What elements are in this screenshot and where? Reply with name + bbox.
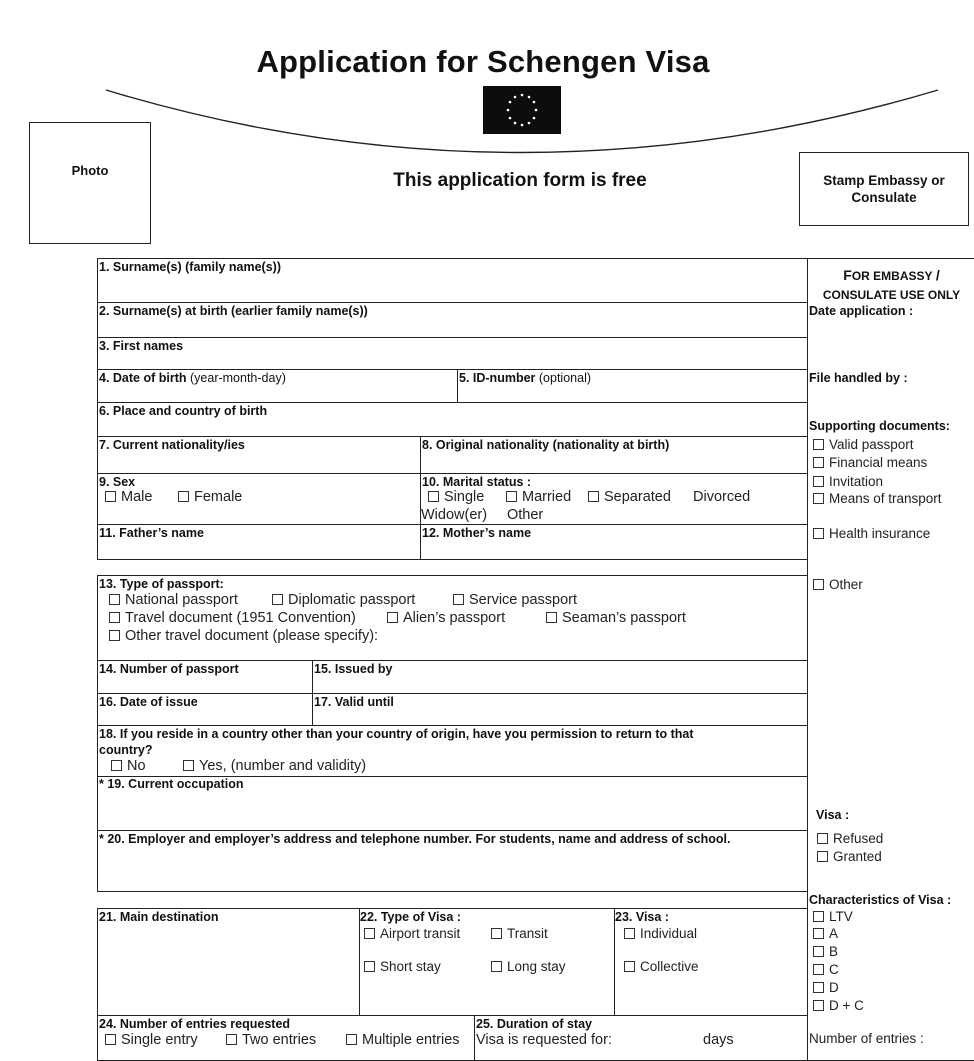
form-title: Application for Schengen Visa <box>256 44 710 79</box>
field-15-label: 15. Issued by <box>314 662 393 676</box>
char-d-checkbox[interactable]: D <box>813 980 839 995</box>
marital-married-checkbox[interactable]: Married <box>506 489 571 505</box>
char-c-checkbox[interactable]: C <box>813 962 839 977</box>
form-subtitle: This application form is free <box>393 170 647 191</box>
field-19-label: * 19. Current occupation <box>99 777 244 791</box>
permission-yes-checkbox[interactable]: Yes, (number and validity) <box>183 758 366 774</box>
duration-unit: days <box>703 1032 734 1048</box>
passport-national-checkbox[interactable]: National passport <box>109 592 238 608</box>
doc-invitation-checkbox[interactable]: Invitation <box>813 474 883 489</box>
sex-female-checkbox[interactable]: Female <box>178 489 242 505</box>
field-13-label: 13. Type of passport: <box>99 577 224 591</box>
field-6-label: 6. Place and country of birth <box>99 404 268 418</box>
visa-long-stay-checkbox[interactable]: Long stay <box>491 959 566 974</box>
characteristics-label: Characteristics of Visa : <box>809 893 952 907</box>
marital-widower-option[interactable]: Widow(er) <box>421 507 488 523</box>
doc-health-insurance-checkbox[interactable]: Health insurance <box>813 526 930 541</box>
field-14-label: 14. Number of passport <box>99 662 239 676</box>
char-dc-checkbox[interactable]: D + C <box>813 998 864 1013</box>
field-25-label: 25. Duration of stay <box>476 1017 592 1031</box>
char-a-checkbox[interactable]: A <box>813 926 838 941</box>
permission-no-checkbox[interactable]: No <box>111 758 146 774</box>
number-entries-label: Number of entries : <box>809 1031 924 1046</box>
field-10-label: 10. Marital status : <box>422 475 532 489</box>
photo-box <box>29 122 151 244</box>
field-16-label: 16. Date of issue <box>99 695 198 709</box>
marital-single-checkbox[interactable]: Single <box>428 489 484 505</box>
field-24-label: 24. Number of entries requested <box>99 1017 291 1031</box>
field-7-label: 7. Current nationality/ies <box>99 438 245 452</box>
field-17-label: 17. Valid until <box>314 695 394 709</box>
field-21-label: 21. Main destination <box>99 910 219 924</box>
char-ltv-checkbox[interactable]: LTV <box>813 909 853 924</box>
marital-other-option[interactable]: Other <box>507 507 544 523</box>
passport-seaman-checkbox[interactable]: Seaman’s passport <box>546 610 686 626</box>
entries-single-checkbox[interactable]: Single entry <box>105 1032 198 1048</box>
passport-service-checkbox[interactable]: Service passport <box>453 592 577 608</box>
passport-diplomatic-checkbox[interactable]: Diplomatic passport <box>272 592 415 608</box>
visa-granted-checkbox[interactable]: Granted <box>817 849 882 864</box>
visa-decision-label: Visa : <box>816 808 850 822</box>
stamp-label: Stamp Embassy or Consulate <box>823 173 945 205</box>
supporting-documents-label: Supporting documents: <box>809 419 950 433</box>
char-b-checkbox[interactable]: B <box>813 944 838 959</box>
visa-collective-checkbox[interactable]: Collective <box>624 959 699 974</box>
field-18-label-line2: country? <box>99 743 153 757</box>
entries-two-checkbox[interactable]: Two entries <box>226 1032 316 1048</box>
field-11-label: 11. Father’s name <box>99 526 204 540</box>
stamp-box <box>799 152 969 226</box>
entries-multiple-checkbox[interactable]: Multiple entries <box>346 1032 460 1048</box>
visa-short-stay-checkbox[interactable]: Short stay <box>364 959 441 974</box>
field-8-label: 8. Original nationality (nationality at birth) <box>422 438 670 452</box>
eu-flag-icon <box>483 86 561 134</box>
field-3-label: 3. First names <box>99 339 184 353</box>
visa-individual-checkbox[interactable]: Individual <box>624 926 697 941</box>
duration-text: Visa is requested for: <box>476 1032 612 1048</box>
date-application-label: Date application : <box>809 304 914 318</box>
sex-male-checkbox[interactable]: Male <box>105 489 152 505</box>
field-18-label-line1: 18. If you reside in a country other than your country of origin, have you permission to return to that <box>99 727 694 741</box>
field-2-label: 2. Surname(s) at birth (earlier family name(s)) <box>99 304 368 318</box>
doc-other-checkbox[interactable]: Other <box>813 577 863 592</box>
field-4-label: 4. Date of birth (year-month-day) <box>99 371 286 385</box>
visa-refused-checkbox[interactable]: Refused <box>817 831 883 846</box>
field-1-label: 1. Surname(s) (family name(s)) <box>99 260 281 274</box>
photo-label: Photo <box>71 163 109 178</box>
doc-means-transport-checkbox[interactable]: Means of transport <box>813 491 942 506</box>
doc-financial-means-checkbox[interactable]: Financial means <box>813 455 927 470</box>
embassy-sidebar-title: FOR EMBASSY / CONSULATE USE ONLY <box>822 267 961 302</box>
visa-transit-checkbox[interactable]: Transit <box>491 926 548 941</box>
passport-other-checkbox[interactable]: Other travel document (please specify): <box>109 628 378 644</box>
field-9-label: 9. Sex <box>99 475 136 489</box>
field-5-label: 5. ID-number (optional) <box>459 371 592 385</box>
field-3-first-names[interactable] <box>97 337 808 370</box>
field-12-label: 12. Mother’s name <box>422 526 532 540</box>
passport-travel-document-checkbox[interactable]: Travel document (1951 Convention) <box>109 610 356 626</box>
field-22-label: 22. Type of Visa : <box>360 910 461 924</box>
field-21-main-destination[interactable] <box>97 908 360 1016</box>
field-23-label: 23. Visa : <box>615 910 669 924</box>
marital-separated-checkbox[interactable]: Separated <box>588 489 671 505</box>
file-handled-label: File handled by : <box>809 371 908 385</box>
marital-divorced-option[interactable]: Divorced <box>693 489 751 505</box>
field-20-label: * 20. Employer and employer’s address and telephone number. For students, name and address of school. <box>99 832 731 846</box>
doc-valid-passport-checkbox[interactable]: Valid passport <box>813 437 914 452</box>
visa-airport-transit-checkbox[interactable]: Airport transit <box>364 926 460 941</box>
passport-alien-checkbox[interactable]: Alien’s passport <box>387 610 505 626</box>
